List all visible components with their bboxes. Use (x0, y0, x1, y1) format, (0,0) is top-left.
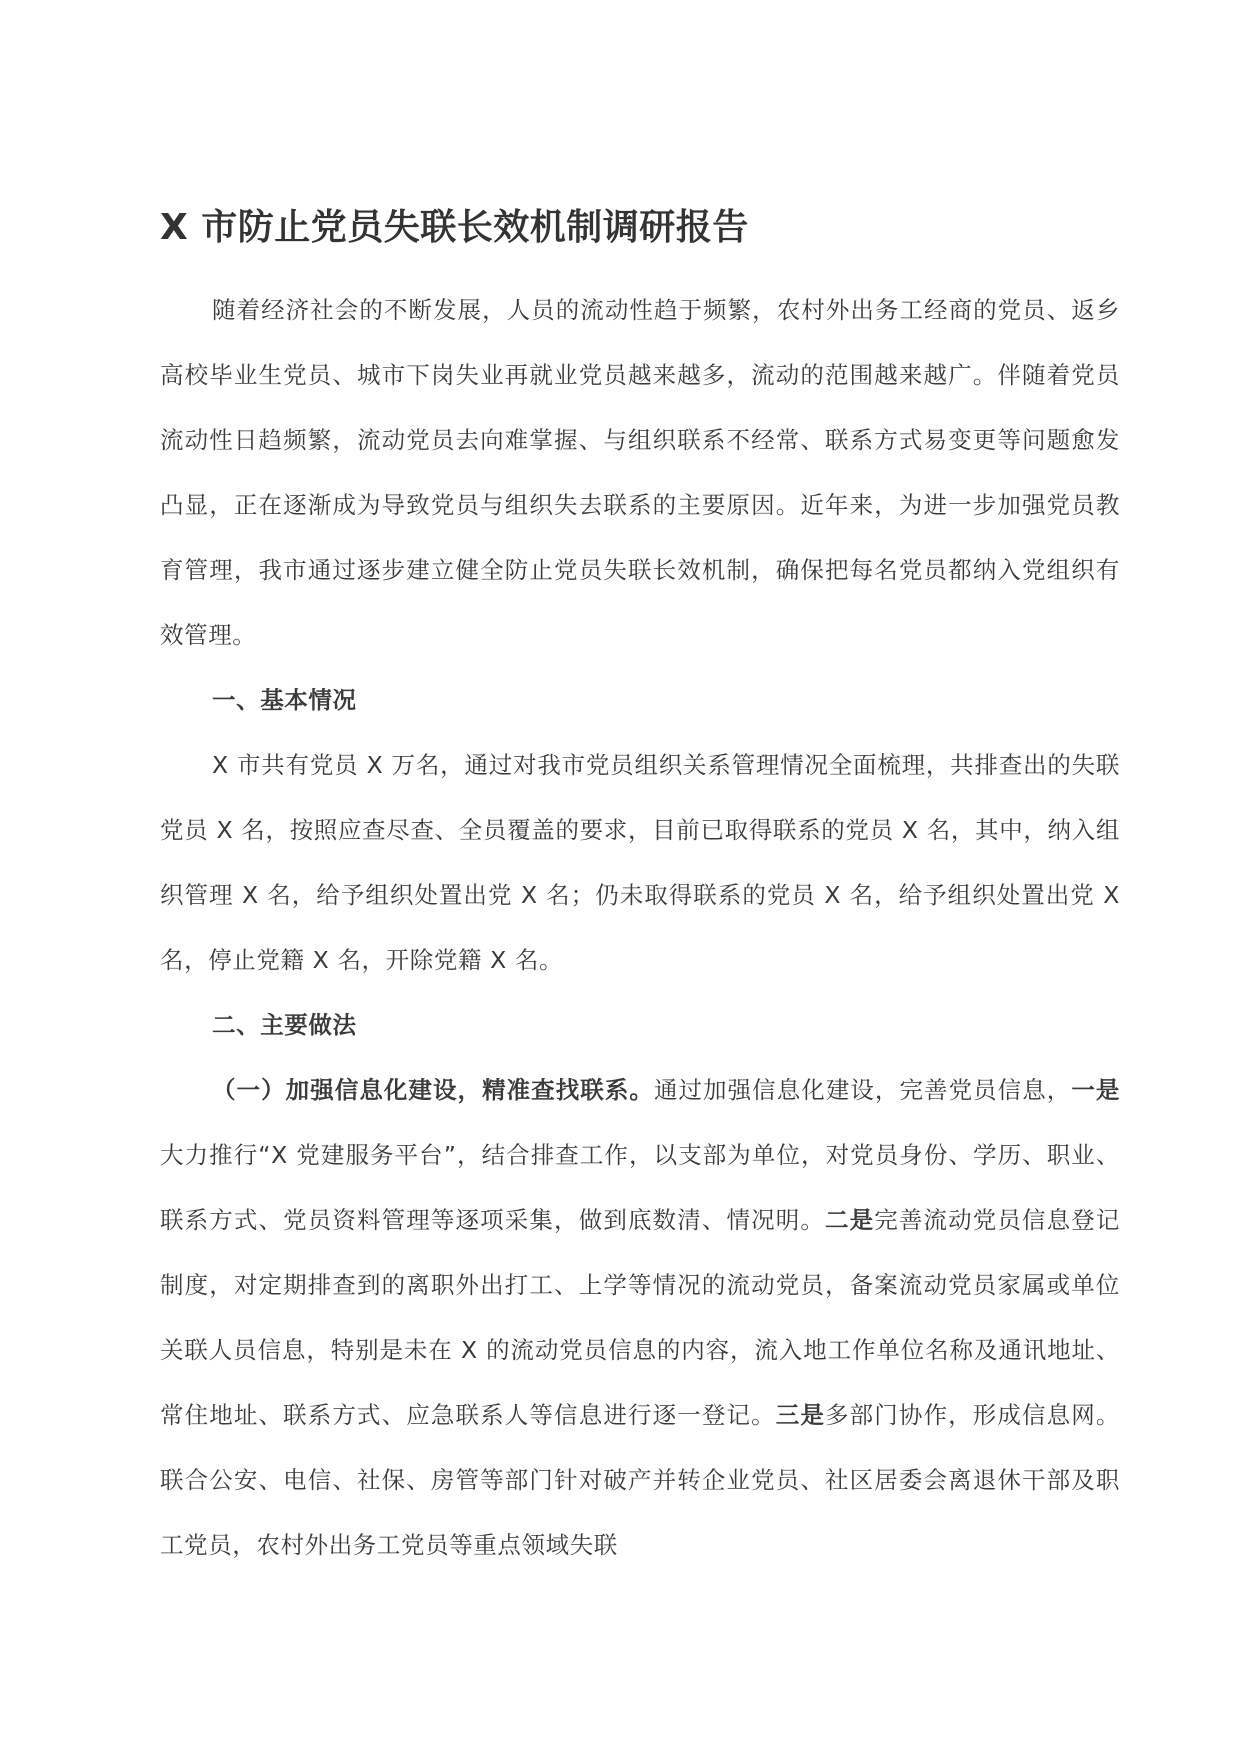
section-heading-practices: 二、主要做法 (212, 1011, 357, 1039)
basic-situation-paragraph: X 市共有党员 X 万名，通过对我市党员组织关系管理情况全面梳理，共排查出的失联党员 X 名，按照应查尽查、全员覆盖的要求，目前已取得联系的党员 X 名，其中，纳入组织管理 X 名，给予组织处置出党 X 名；仍未取得联系的党员 X 名，给予组织处置出党 X 名，停止党籍 X 名，开除党籍 X 名。 (160, 751, 1120, 974)
paragraph-text: 完善流动党员信息登记制度，对定期排查到的离职外出打工、上学等情况的流动党员，备案流动党员家属或单位关联人员信息，特别是未在 X 的流动党员信息的内容，流入地工作单位名称及通讯地址、常住地址、联系方式、应急联系人等信息进行逐一登记。 (160, 1206, 1121, 1429)
paragraph-text: 大力推行“X 党建服务平台”，结合排查工作，以支部为单位，对党员身份、学历、职业、联系方式、党员资料管理等逐项采集，做到底数清、情况明。 (160, 1141, 1120, 1234)
point-marker-3: 三是 (775, 1401, 825, 1429)
practice-1-paragraph (160, 1058, 1120, 1578)
paragraph-text: 多部门协作，形成信息网。联合公安、电信、社保、房管等部门针对破产并转企业党员、社区居委会离退休干部及职工党员，农村外出务工党员等重点领域失联 (160, 1401, 1121, 1559)
document-title: X 市防止党员失联长效机制调研报告 (160, 207, 749, 248)
point-marker-2: 二是 (824, 1206, 875, 1234)
subsection-lead: （一）加强信息化建设，精准查找联系。 (212, 1076, 654, 1104)
section-heading-basic: 一、基本情况 (212, 686, 357, 714)
paragraph-text: 通过加强信息化建设，完善党员信息， (653, 1076, 1072, 1104)
document-page (160, 200, 1120, 1578)
intro-paragraph: 随着经济社会的不断发展，人员的流动性趋于频繁，农村外出务工经商的党员、返乡高校毕业生党员、城市下岗失业再就业党员越来越多，流动的范围越来越广。伴随着党员流动性日趋频繁，流动党员去向难掌握、与组织联系不经常、联系方式易变更等问题愈发凸显，正在逐渐成为导致党员与组织失去联系的主要原因。近年来，为进一步加强党员教育管理，我市通过逐步建立健全防止党员失联长效机制，确保把每名党员都纳入党组织有效管理。 (160, 296, 1120, 649)
point-marker-1: 一是 (1071, 1076, 1120, 1104)
